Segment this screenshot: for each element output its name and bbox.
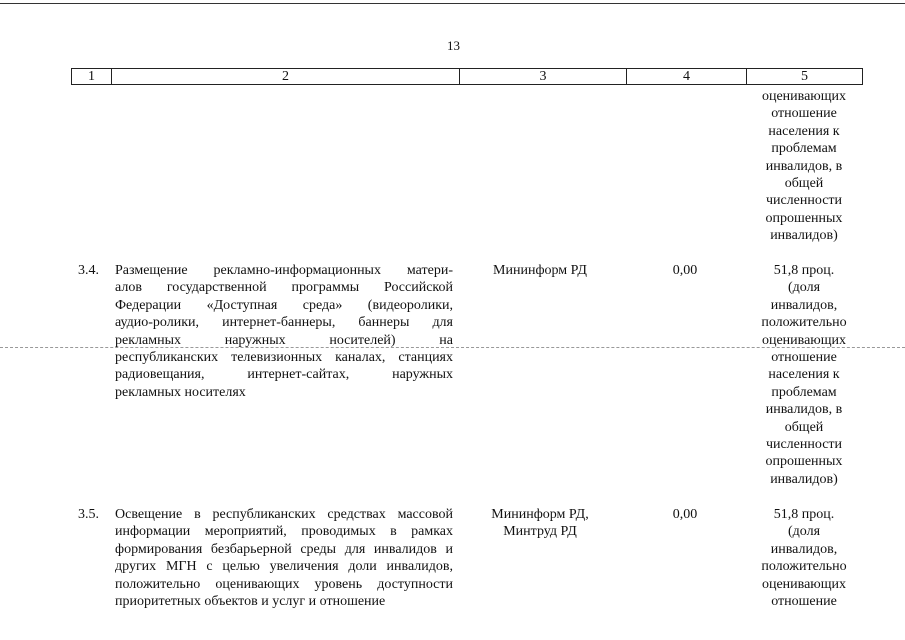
- indicator-line: положительно: [761, 559, 847, 575]
- indicator-line: инвалидов): [770, 471, 838, 487]
- description-line: положительно оценивающих уровень доступности: [115, 576, 453, 592]
- table-header: [71, 68, 863, 85]
- row-executor: [480, 506, 600, 541]
- indicator-line: 51,8 проц.: [773, 263, 835, 278]
- executor-line: Мининформ РД: [493, 263, 587, 278]
- indicator-line: опрошенных: [765, 210, 843, 226]
- description-line: формирования безбарьерной среды для инвалидов и: [115, 541, 453, 557]
- page-number: 13: [447, 38, 460, 53]
- indicator-line: инвалидов, в: [765, 402, 843, 418]
- row-indicator: [746, 262, 862, 488]
- indicator-line: инвалидов, в: [765, 158, 843, 174]
- executor-line: Минтруд РД: [503, 524, 577, 540]
- indicator-line: отношение: [771, 350, 837, 366]
- indicator-line: (доля: [787, 280, 821, 296]
- indicator-line: инвалидов,: [770, 297, 838, 313]
- executor-line: Мининформ РД,: [491, 507, 589, 522]
- row-indicator: [746, 506, 862, 610]
- indicator-line: оценивающих: [761, 89, 847, 104]
- indicator-line: населения к: [768, 123, 840, 139]
- row-number: 3.5.: [78, 507, 99, 522]
- indicator-line: проблемам: [771, 384, 837, 400]
- indicator-line: населения к: [768, 367, 840, 383]
- indicator-line: численности: [765, 437, 843, 453]
- indicator-line: отношение: [771, 594, 837, 610]
- row-description: [115, 262, 453, 401]
- description-line: Размещение рекламно-информационных матери-: [115, 263, 453, 278]
- header-row: [72, 69, 863, 85]
- description-line: других МГН с целью увеличения доли инвалидов,: [115, 559, 453, 575]
- header-col-5: 5: [747, 69, 863, 85]
- header-col-3: 3: [460, 69, 627, 85]
- row-amount: 0,00: [672, 263, 698, 278]
- row-description: [115, 506, 453, 610]
- description-line: алов государственной программы Российской: [115, 280, 453, 296]
- description-line: Освещение в республиканских средствах массовой: [115, 507, 453, 522]
- row-executor: [480, 262, 600, 279]
- header-col-4: 4: [627, 69, 747, 85]
- continuation-indicator: [746, 88, 862, 245]
- indicator-line: отношение: [771, 106, 837, 122]
- indicator-line: 51,8 проц.: [773, 507, 835, 522]
- indicator-line: опрошенных: [765, 454, 843, 470]
- indicator-line: проблемам: [771, 141, 837, 157]
- indicator-line: оценивающих: [761, 332, 847, 348]
- description-line: приоритетных объектов и услуг и отношение: [115, 594, 386, 610]
- indicator-line: оценивающих: [761, 576, 847, 592]
- description-line: информации мероприятий, проводимых в рамках: [115, 524, 453, 540]
- indicator-line: численности: [765, 193, 843, 209]
- header-col-2: 2: [112, 69, 460, 85]
- description-line: рекламных носителях: [115, 384, 246, 400]
- description-line: республиканских телевизионных каналах, станциях: [115, 350, 453, 366]
- description-line: аудио-ролики, интернет-баннеры, баннеры для: [115, 315, 453, 331]
- header-col-1: 1: [72, 69, 112, 85]
- indicator-line: (доля: [787, 524, 821, 540]
- description-line: радиовещания, интернет-сайтах, наружных: [115, 367, 453, 383]
- indicator-line: общей: [784, 176, 824, 192]
- indicator-line: общей: [784, 419, 824, 435]
- indicator-line: положительно: [761, 315, 847, 331]
- row-number: 3.4.: [78, 263, 99, 278]
- row-amount: 0,00: [672, 507, 698, 522]
- description-line: Федерации «Доступная среда» (видеоролики,: [115, 297, 453, 313]
- indicator-line: инвалидов,: [770, 541, 838, 557]
- indicator-line: инвалидов): [770, 228, 838, 244]
- description-line: рекламных наружных носителей) на: [115, 332, 453, 348]
- scan-top-edge: [0, 3, 905, 4]
